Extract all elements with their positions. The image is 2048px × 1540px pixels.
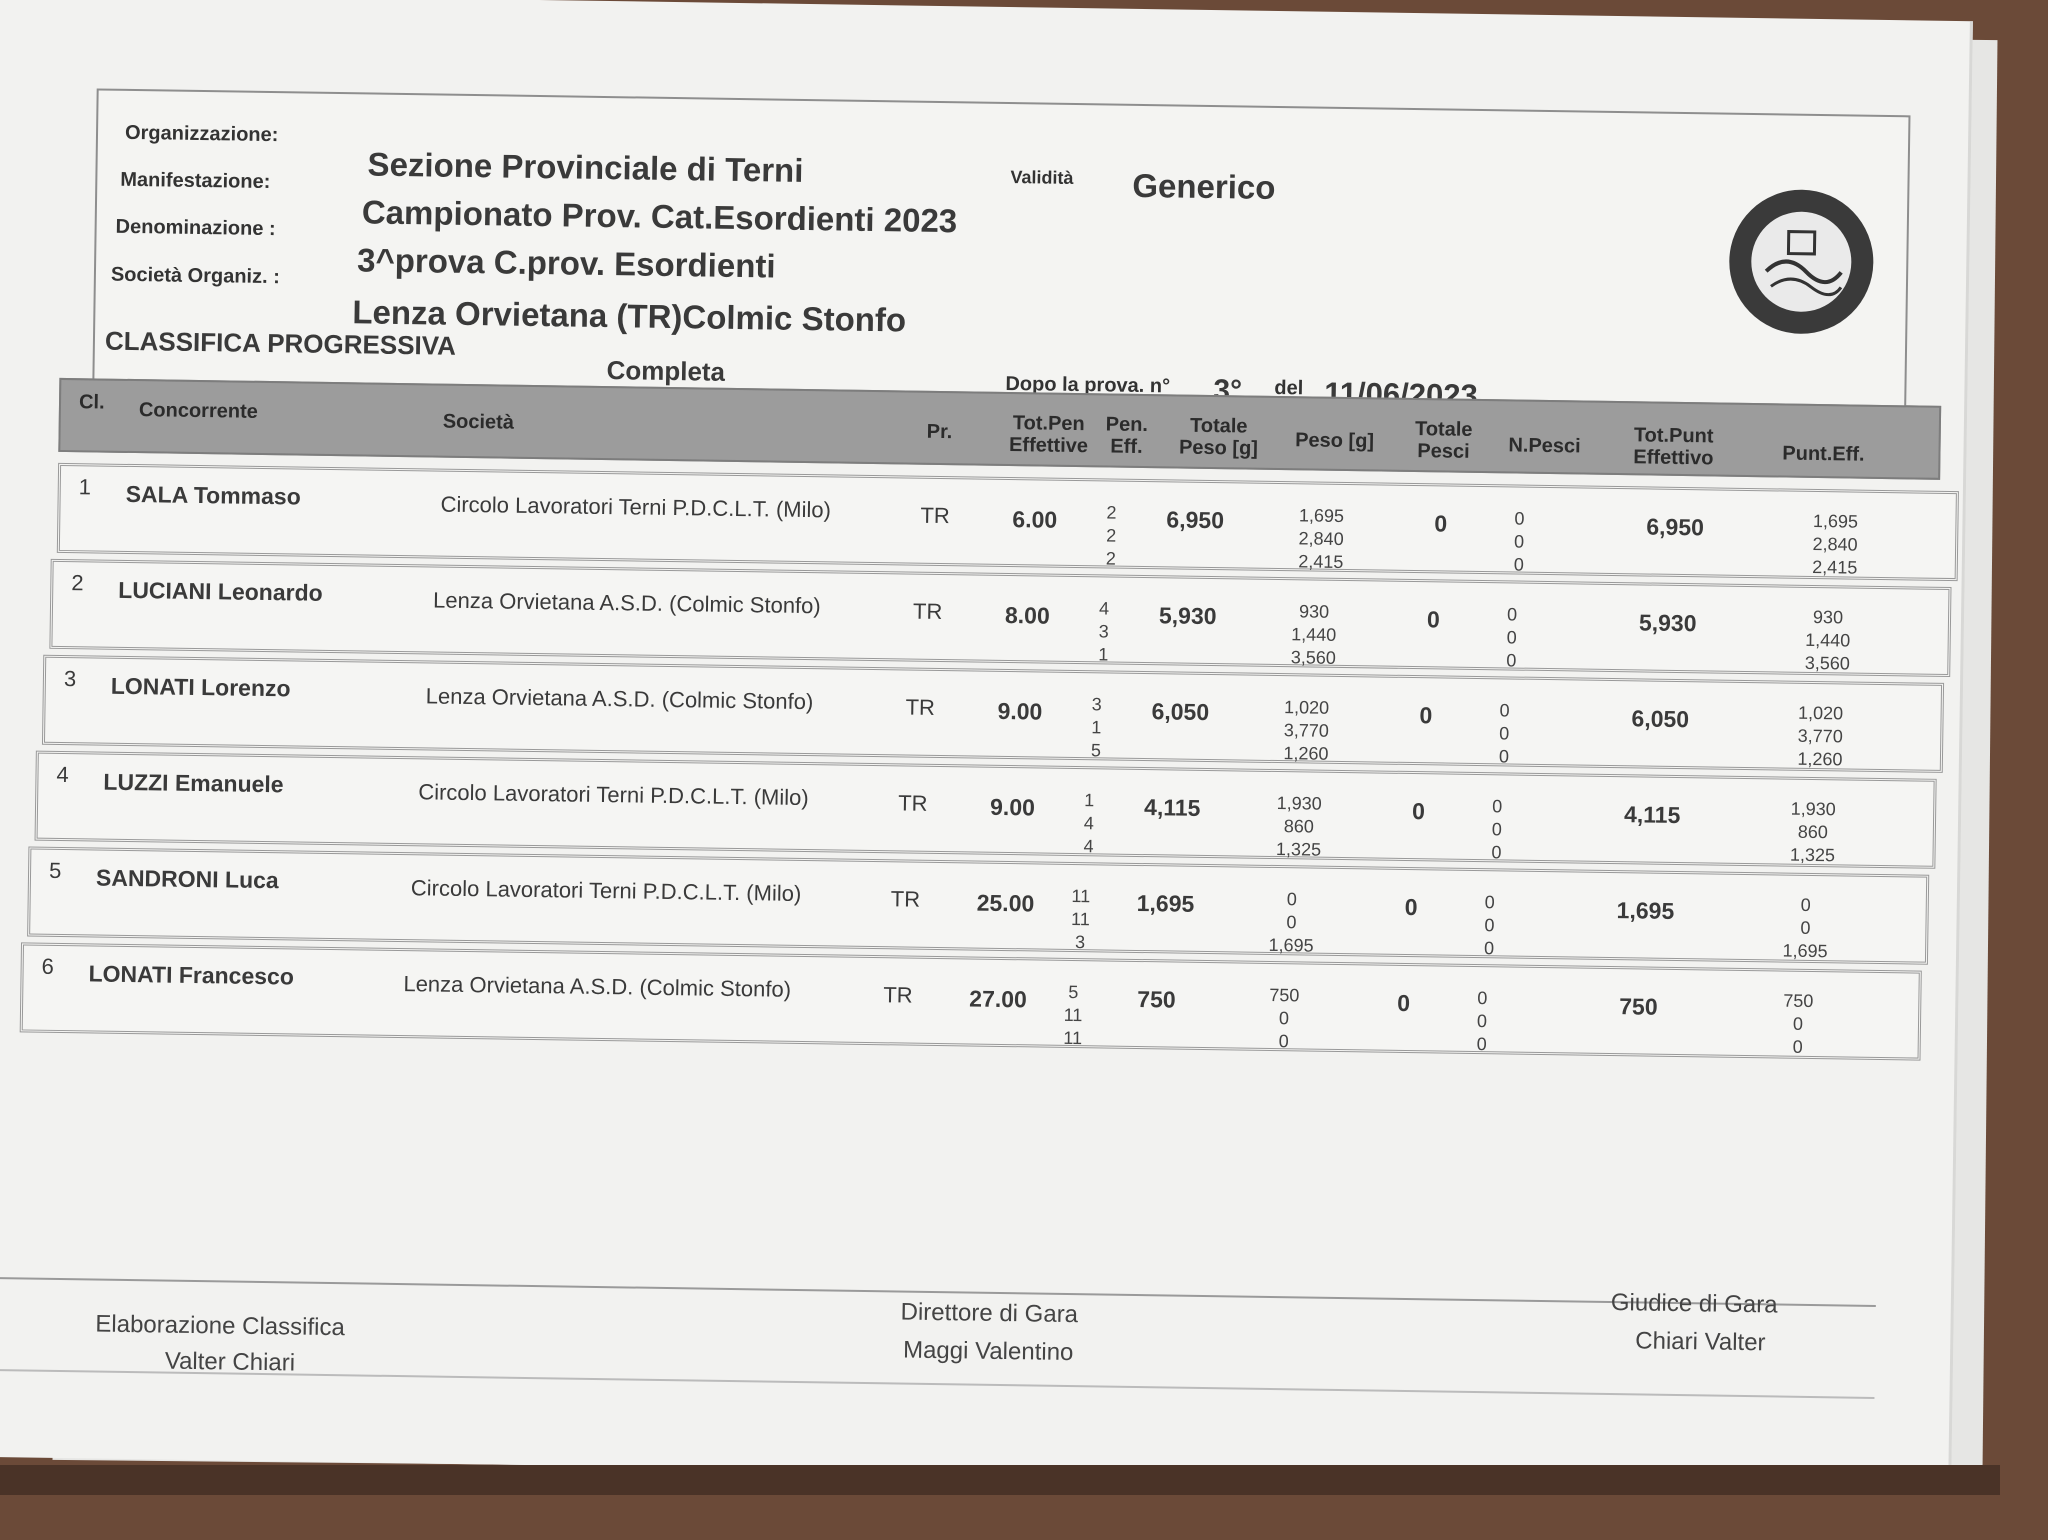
row-peso-stack: 1,930 860 1,325	[1275, 793, 1322, 860]
col-peso: Peso [g]	[1294, 429, 1375, 453]
giudice-label: Giudice di Gara	[1610, 1289, 1778, 1319]
row-npesci-stack: 0 0 0	[1498, 700, 1510, 767]
row-pr: TR	[883, 982, 913, 1008]
row-name: SALA Tommaso	[125, 480, 301, 510]
direttore-label: Direttore di Gara	[900, 1298, 1079, 1329]
row-totpesci: 0	[1426, 606, 1440, 633]
classifica-title: CLASSIFICA PROGRESSIVA	[104, 325, 457, 361]
col-concorrente: Concorrente	[138, 399, 258, 423]
row-pr: TR	[898, 790, 928, 816]
row-societa: Circolo Lavoratori Terni P.D.C.L.T. (Milo)	[418, 779, 809, 811]
row-name: LONATI Francesco	[88, 960, 295, 990]
validity-label: Validità	[1010, 167, 1074, 188]
row-totpeso: 6,950	[1166, 506, 1225, 534]
row-punt-stack: 750 0 0	[1783, 990, 1814, 1057]
row-totpunt: 750	[1619, 993, 1658, 1020]
after-label: Dopo la prova. n°	[1005, 372, 1171, 398]
row-societa: Circolo Lavoratori Terni P.D.C.L.T. (Milo)	[440, 491, 832, 523]
row-peso-stack: 0 0 1,695	[1268, 889, 1314, 956]
row-peso-stack: 750 0 0	[1269, 984, 1300, 1052]
row-totpen: 9.00	[997, 697, 1043, 725]
society-value: Lenza Orvietana (TR)Colmic Stonfo	[352, 293, 907, 339]
row-pr: TR	[920, 502, 950, 529]
row-peso-stack: 1,020 3,770 1,260	[1283, 697, 1330, 764]
row-totpesci: 0	[1419, 702, 1433, 729]
row-punt-stack: 1,695 2,840 2,415	[1812, 510, 1859, 578]
row-cl: 1	[78, 474, 92, 500]
row-cl: 2	[71, 570, 84, 596]
col-totpeso: Totale Peso [g]	[1178, 414, 1259, 460]
event-label: Manifestazione:	[120, 168, 271, 194]
row-npesci-stack: 0 0 0	[1483, 892, 1495, 959]
row-punt-stack: 1,930 860 1,325	[1789, 798, 1836, 866]
direttore-name: Maggi Valentino	[902, 1336, 1074, 1367]
org-value: Sezione Provinciale di Terni	[367, 145, 804, 189]
completa-label: Completa	[606, 355, 726, 387]
name-value: 3^prova C.prov. Esordienti	[356, 241, 776, 285]
row-societa: Lenza Orvietana A.S.D. (Colmic Stonfo)	[403, 971, 792, 1002]
row-totpunt: 6,950	[1646, 513, 1705, 541]
fipsas-seal-icon	[1725, 186, 1877, 338]
row-npesci-stack: 0 0 0	[1476, 988, 1488, 1055]
row-totpunt: 4,115	[1623, 801, 1681, 829]
society-label: Società Organiz. :	[110, 263, 281, 289]
row-npesci-stack: 0 0 0	[1513, 508, 1525, 575]
row-totpen: 9.00	[989, 793, 1036, 821]
row-pr: TR	[912, 598, 943, 625]
row-pen-stack: 5 11 11	[1063, 981, 1083, 1049]
col-cl: Cl.	[78, 391, 105, 414]
row-punt-stack: 1,020 3,770 1,260	[1797, 702, 1844, 770]
elab-label: Elaborazione Classifica	[95, 1310, 346, 1342]
row-totpeso: 5,930	[1158, 602, 1217, 630]
row-npesci-stack: 0 0 0	[1491, 796, 1503, 863]
row-name: LUZZI Emanuele	[103, 768, 284, 798]
name-label: Denominazione :	[115, 215, 276, 241]
row-totpen: 25.00	[976, 889, 1035, 917]
row-cl: 4	[56, 761, 69, 788]
row-pen-stack: 2 2 2	[1105, 502, 1117, 569]
row-totpen: 8.00	[1004, 601, 1050, 629]
giudice-name: Chiari Valter	[1635, 1327, 1766, 1357]
row-totpunt: 5,930	[1638, 609, 1697, 637]
row-name: LONATI Lorenzo	[110, 672, 291, 702]
col-societa: Società	[442, 410, 515, 434]
after-value: 3°	[1213, 374, 1243, 408]
row-totpeso: 1,695	[1136, 889, 1195, 917]
row-pen-stack: 1 4 4	[1083, 790, 1095, 857]
row-cl: 5	[48, 857, 62, 884]
date-value: 11/06/2023	[1324, 375, 1479, 413]
row-cl: 3	[63, 666, 77, 692]
row-pen-stack: 4 3 1	[1098, 598, 1110, 665]
row-totpesci: 0	[1411, 798, 1426, 825]
row-pen-stack: 11 11 3	[1070, 885, 1091, 953]
row-npesci-stack: 0 0 0	[1506, 604, 1518, 671]
row-totpesci: 0	[1397, 989, 1411, 1017]
validity-value: Generico	[1132, 166, 1276, 206]
row-name: LUCIANI Leonardo	[118, 576, 323, 606]
event-value: Campionato Prov. Cat.Esordienti 2023	[361, 193, 958, 240]
row-peso-stack: 930 1,440 3,560	[1290, 601, 1337, 668]
row-totpeso: 4,115	[1143, 794, 1201, 821]
row-totpunt: 1,695	[1616, 897, 1675, 924]
row-totpeso: 750	[1137, 985, 1176, 1013]
row-totpunt: 6,050	[1631, 705, 1690, 733]
col-npesci: N.Pesci	[1508, 434, 1581, 458]
row-cl: 6	[41, 953, 55, 979]
row-totpeso: 6,050	[1151, 698, 1210, 726]
row-totpesci: 0	[1404, 893, 1418, 921]
row-punt-stack: 0 0 1,695	[1782, 894, 1828, 962]
col-totpen: Tot.Pen Effettive	[1008, 412, 1089, 458]
row-pr: TR	[905, 694, 936, 720]
org-label: Organizzazione:	[124, 121, 279, 147]
row-societa: Lenza Orvietana A.S.D. (Colmic Stonfo)	[425, 683, 814, 715]
col-punteff: Punt.Eff.	[1782, 442, 1865, 466]
table-surface	[0, 1465, 2000, 1495]
row-peso-stack: 1,695 2,840 2,415	[1298, 505, 1345, 572]
row-societa: Lenza Orvietana A.S.D. (Colmic Stonfo)	[432, 587, 821, 619]
col-pr: Pr.	[926, 420, 953, 444]
row-totpen: 6.00	[1012, 506, 1058, 533]
row-pr: TR	[890, 886, 921, 912]
col-peneff: Pen. Eff.	[1105, 413, 1149, 458]
col-totpesci: Totale Pesci	[1414, 418, 1473, 463]
row-totpen: 27.00	[969, 985, 1028, 1013]
row-pen-stack: 3 1 5	[1090, 694, 1102, 761]
row-societa: Circolo Lavoratori Terni P.D.C.L.T. (Milo)	[410, 875, 802, 906]
row-punt-stack: 930 1,440 3,560	[1804, 606, 1851, 674]
row-name: SANDRONI Luca	[95, 864, 279, 894]
row-totpesci: 0	[1434, 510, 1448, 537]
elab-name: Valter Chiari	[164, 1347, 296, 1377]
date-label: del	[1274, 376, 1304, 400]
col-totpunt: Tot.Punt Effettivo	[1633, 424, 1714, 470]
